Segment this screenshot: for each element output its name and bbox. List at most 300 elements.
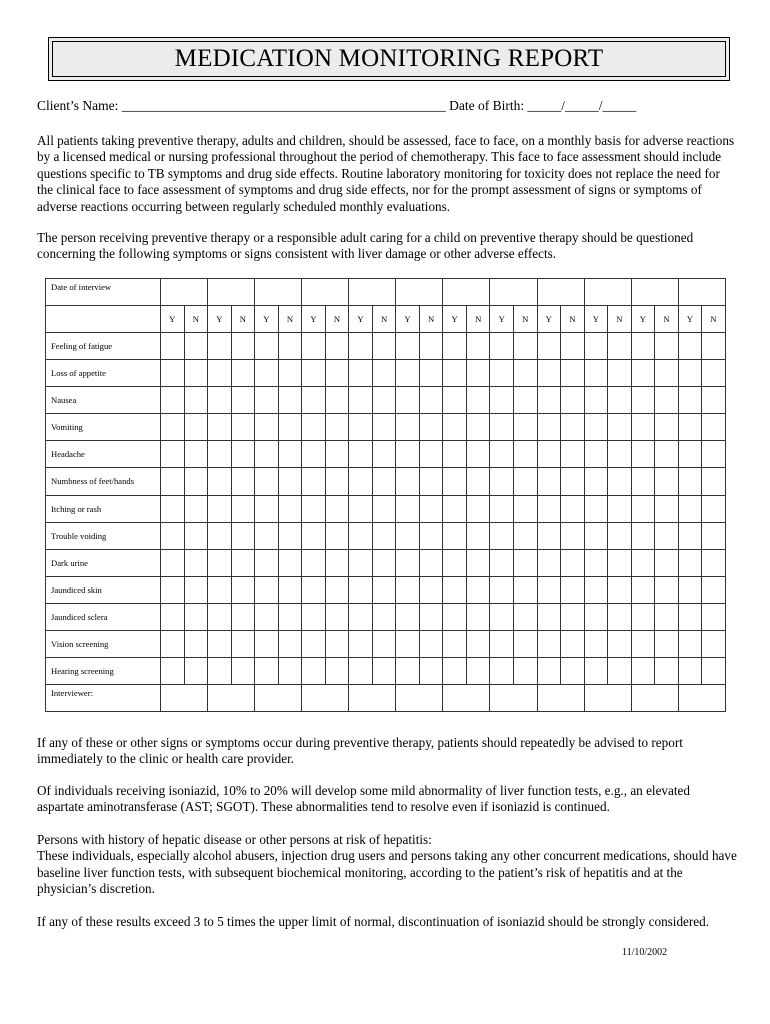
yes-checkbox-cell[interactable] — [443, 360, 467, 387]
yes-checkbox-cell[interactable] — [678, 387, 702, 414]
no-checkbox-cell[interactable] — [655, 549, 679, 576]
yes-checkbox-cell[interactable] — [208, 360, 232, 387]
yes-checkbox-cell[interactable] — [537, 603, 561, 630]
yes-checkbox-cell[interactable] — [631, 441, 655, 468]
yes-checkbox-cell[interactable] — [537, 495, 561, 522]
no-checkbox-cell[interactable] — [561, 576, 585, 603]
no-checkbox-cell[interactable] — [561, 603, 585, 630]
no-checkbox-cell[interactable] — [702, 441, 726, 468]
yes-checkbox-cell[interactable] — [537, 522, 561, 549]
no-checkbox-cell[interactable] — [655, 468, 679, 495]
no-checkbox-cell[interactable] — [372, 630, 396, 657]
no-checkbox-cell[interactable] — [325, 387, 349, 414]
yes-checkbox-cell[interactable] — [161, 630, 185, 657]
yes-checkbox-cell[interactable] — [349, 549, 373, 576]
no-checkbox-cell[interactable] — [608, 549, 632, 576]
yes-checkbox-cell[interactable] — [302, 630, 326, 657]
yes-checkbox-cell[interactable] — [443, 657, 467, 684]
no-checkbox-cell[interactable] — [561, 522, 585, 549]
yes-checkbox-cell[interactable] — [631, 414, 655, 441]
yes-checkbox-cell[interactable] — [537, 333, 561, 360]
no-checkbox-cell[interactable] — [561, 360, 585, 387]
no-checkbox-cell[interactable] — [513, 549, 537, 576]
no-checkbox-cell[interactable] — [278, 495, 302, 522]
yes-checkbox-cell[interactable] — [302, 333, 326, 360]
interview-date-cell[interactable] — [396, 279, 443, 306]
yes-checkbox-cell[interactable] — [208, 549, 232, 576]
no-checkbox-cell[interactable] — [278, 441, 302, 468]
no-checkbox-cell[interactable] — [608, 414, 632, 441]
interview-date-cell[interactable] — [443, 279, 490, 306]
yes-checkbox-cell[interactable] — [349, 387, 373, 414]
no-checkbox-cell[interactable] — [655, 495, 679, 522]
no-checkbox-cell[interactable] — [278, 603, 302, 630]
no-checkbox-cell[interactable] — [466, 522, 490, 549]
no-checkbox-cell[interactable] — [702, 576, 726, 603]
no-checkbox-cell[interactable] — [561, 630, 585, 657]
no-checkbox-cell[interactable] — [372, 333, 396, 360]
yes-checkbox-cell[interactable] — [443, 576, 467, 603]
yes-checkbox-cell[interactable] — [396, 657, 420, 684]
no-checkbox-cell[interactable] — [608, 603, 632, 630]
no-checkbox-cell[interactable] — [466, 414, 490, 441]
yes-checkbox-cell[interactable] — [631, 468, 655, 495]
no-checkbox-cell[interactable] — [372, 414, 396, 441]
no-checkbox-cell[interactable] — [513, 657, 537, 684]
yes-checkbox-cell[interactable] — [255, 333, 279, 360]
no-checkbox-cell[interactable] — [325, 333, 349, 360]
no-checkbox-cell[interactable] — [231, 333, 255, 360]
yes-checkbox-cell[interactable] — [349, 441, 373, 468]
yes-checkbox-cell[interactable] — [349, 603, 373, 630]
no-checkbox-cell[interactable] — [325, 414, 349, 441]
yes-checkbox-cell[interactable] — [490, 630, 514, 657]
no-checkbox-cell[interactable] — [231, 468, 255, 495]
yes-checkbox-cell[interactable] — [678, 576, 702, 603]
no-checkbox-cell[interactable] — [608, 657, 632, 684]
no-checkbox-cell[interactable] — [466, 657, 490, 684]
yes-checkbox-cell[interactable] — [537, 549, 561, 576]
yes-checkbox-cell[interactable] — [302, 576, 326, 603]
no-checkbox-cell[interactable] — [372, 495, 396, 522]
no-checkbox-cell[interactable] — [608, 630, 632, 657]
no-checkbox-cell[interactable] — [184, 495, 208, 522]
no-checkbox-cell[interactable] — [513, 522, 537, 549]
yes-checkbox-cell[interactable] — [302, 657, 326, 684]
yes-checkbox-cell[interactable] — [255, 657, 279, 684]
no-checkbox-cell[interactable] — [608, 360, 632, 387]
no-checkbox-cell[interactable] — [513, 603, 537, 630]
no-checkbox-cell[interactable] — [419, 414, 443, 441]
yes-checkbox-cell[interactable] — [161, 549, 185, 576]
yes-checkbox-cell[interactable] — [161, 495, 185, 522]
yes-checkbox-cell[interactable] — [443, 468, 467, 495]
no-checkbox-cell[interactable] — [184, 657, 208, 684]
yes-checkbox-cell[interactable] — [208, 333, 232, 360]
no-checkbox-cell[interactable] — [608, 576, 632, 603]
yes-checkbox-cell[interactable] — [255, 414, 279, 441]
no-checkbox-cell[interactable] — [419, 468, 443, 495]
no-checkbox-cell[interactable] — [419, 576, 443, 603]
interview-date-cell[interactable] — [678, 279, 725, 306]
yes-checkbox-cell[interactable] — [631, 549, 655, 576]
yes-checkbox-cell[interactable] — [537, 360, 561, 387]
interviewer-signature-cell[interactable] — [302, 684, 349, 711]
yes-checkbox-cell[interactable] — [584, 549, 608, 576]
no-checkbox-cell[interactable] — [231, 657, 255, 684]
no-checkbox-cell[interactable] — [561, 657, 585, 684]
yes-checkbox-cell[interactable] — [161, 333, 185, 360]
yes-checkbox-cell[interactable] — [255, 441, 279, 468]
no-checkbox-cell[interactable] — [184, 468, 208, 495]
no-checkbox-cell[interactable] — [655, 333, 679, 360]
interview-date-cell[interactable] — [537, 279, 584, 306]
no-checkbox-cell[interactable] — [702, 630, 726, 657]
yes-checkbox-cell[interactable] — [208, 441, 232, 468]
yes-checkbox-cell[interactable] — [255, 387, 279, 414]
yes-checkbox-cell[interactable] — [584, 657, 608, 684]
yes-checkbox-cell[interactable] — [584, 576, 608, 603]
yes-checkbox-cell[interactable] — [349, 360, 373, 387]
no-checkbox-cell[interactable] — [419, 495, 443, 522]
no-checkbox-cell[interactable] — [372, 360, 396, 387]
no-checkbox-cell[interactable] — [608, 387, 632, 414]
no-checkbox-cell[interactable] — [608, 522, 632, 549]
no-checkbox-cell[interactable] — [419, 657, 443, 684]
yes-checkbox-cell[interactable] — [161, 414, 185, 441]
no-checkbox-cell[interactable] — [655, 657, 679, 684]
no-checkbox-cell[interactable] — [513, 441, 537, 468]
yes-checkbox-cell[interactable] — [349, 657, 373, 684]
no-checkbox-cell[interactable] — [419, 603, 443, 630]
yes-checkbox-cell[interactable] — [631, 495, 655, 522]
no-checkbox-cell[interactable] — [325, 630, 349, 657]
no-checkbox-cell[interactable] — [655, 414, 679, 441]
yes-checkbox-cell[interactable] — [678, 603, 702, 630]
no-checkbox-cell[interactable] — [372, 387, 396, 414]
yes-checkbox-cell[interactable] — [631, 360, 655, 387]
yes-checkbox-cell[interactable] — [678, 441, 702, 468]
yes-checkbox-cell[interactable] — [490, 360, 514, 387]
no-checkbox-cell[interactable] — [702, 495, 726, 522]
no-checkbox-cell[interactable] — [325, 441, 349, 468]
no-checkbox-cell[interactable] — [466, 441, 490, 468]
yes-checkbox-cell[interactable] — [349, 414, 373, 441]
yes-checkbox-cell[interactable] — [302, 549, 326, 576]
yes-checkbox-cell[interactable] — [396, 441, 420, 468]
yes-checkbox-cell[interactable] — [208, 603, 232, 630]
no-checkbox-cell[interactable] — [372, 603, 396, 630]
no-checkbox-cell[interactable] — [184, 603, 208, 630]
no-checkbox-cell[interactable] — [466, 333, 490, 360]
yes-checkbox-cell[interactable] — [396, 333, 420, 360]
yes-checkbox-cell[interactable] — [584, 468, 608, 495]
yes-checkbox-cell[interactable] — [208, 576, 232, 603]
no-checkbox-cell[interactable] — [608, 468, 632, 495]
no-checkbox-cell[interactable] — [561, 333, 585, 360]
no-checkbox-cell[interactable] — [419, 522, 443, 549]
no-checkbox-cell[interactable] — [325, 549, 349, 576]
no-checkbox-cell[interactable] — [325, 495, 349, 522]
no-checkbox-cell[interactable] — [466, 360, 490, 387]
yes-checkbox-cell[interactable] — [678, 468, 702, 495]
yes-checkbox-cell[interactable] — [490, 522, 514, 549]
no-checkbox-cell[interactable] — [278, 387, 302, 414]
yes-checkbox-cell[interactable] — [255, 549, 279, 576]
no-checkbox-cell[interactable] — [278, 576, 302, 603]
interviewer-signature-cell[interactable] — [678, 684, 725, 711]
no-checkbox-cell[interactable] — [702, 522, 726, 549]
yes-checkbox-cell[interactable] — [631, 630, 655, 657]
yes-checkbox-cell[interactable] — [255, 576, 279, 603]
no-checkbox-cell[interactable] — [325, 360, 349, 387]
no-checkbox-cell[interactable] — [184, 441, 208, 468]
yes-checkbox-cell[interactable] — [208, 387, 232, 414]
interviewer-signature-cell[interactable] — [443, 684, 490, 711]
no-checkbox-cell[interactable] — [513, 576, 537, 603]
no-checkbox-cell[interactable] — [231, 414, 255, 441]
no-checkbox-cell[interactable] — [372, 576, 396, 603]
no-checkbox-cell[interactable] — [655, 576, 679, 603]
yes-checkbox-cell[interactable] — [302, 522, 326, 549]
yes-checkbox-cell[interactable] — [443, 522, 467, 549]
no-checkbox-cell[interactable] — [372, 468, 396, 495]
interview-date-cell[interactable] — [631, 279, 678, 306]
no-checkbox-cell[interactable] — [561, 387, 585, 414]
no-checkbox-cell[interactable] — [231, 522, 255, 549]
no-checkbox-cell[interactable] — [372, 441, 396, 468]
no-checkbox-cell[interactable] — [608, 441, 632, 468]
no-checkbox-cell[interactable] — [184, 360, 208, 387]
yes-checkbox-cell[interactable] — [443, 333, 467, 360]
no-checkbox-cell[interactable] — [466, 603, 490, 630]
yes-checkbox-cell[interactable] — [584, 387, 608, 414]
no-checkbox-cell[interactable] — [231, 549, 255, 576]
no-checkbox-cell[interactable] — [513, 414, 537, 441]
yes-checkbox-cell[interactable] — [584, 441, 608, 468]
no-checkbox-cell[interactable] — [561, 468, 585, 495]
yes-checkbox-cell[interactable] — [349, 522, 373, 549]
no-checkbox-cell[interactable] — [466, 495, 490, 522]
yes-checkbox-cell[interactable] — [537, 414, 561, 441]
yes-checkbox-cell[interactable] — [537, 657, 561, 684]
yes-checkbox-cell[interactable] — [396, 522, 420, 549]
interviewer-signature-cell[interactable] — [396, 684, 443, 711]
no-checkbox-cell[interactable] — [655, 360, 679, 387]
no-checkbox-cell[interactable] — [184, 333, 208, 360]
yes-checkbox-cell[interactable] — [490, 468, 514, 495]
yes-checkbox-cell[interactable] — [161, 360, 185, 387]
yes-checkbox-cell[interactable] — [161, 441, 185, 468]
no-checkbox-cell[interactable] — [278, 414, 302, 441]
yes-checkbox-cell[interactable] — [302, 468, 326, 495]
yes-checkbox-cell[interactable] — [396, 387, 420, 414]
yes-checkbox-cell[interactable] — [161, 522, 185, 549]
yes-checkbox-cell[interactable] — [443, 630, 467, 657]
yes-checkbox-cell[interactable] — [490, 495, 514, 522]
yes-checkbox-cell[interactable] — [396, 495, 420, 522]
yes-checkbox-cell[interactable] — [161, 387, 185, 414]
yes-checkbox-cell[interactable] — [678, 657, 702, 684]
no-checkbox-cell[interactable] — [231, 576, 255, 603]
yes-checkbox-cell[interactable] — [396, 630, 420, 657]
no-checkbox-cell[interactable] — [419, 549, 443, 576]
yes-checkbox-cell[interactable] — [584, 522, 608, 549]
no-checkbox-cell[interactable] — [278, 630, 302, 657]
no-checkbox-cell[interactable] — [702, 603, 726, 630]
no-checkbox-cell[interactable] — [561, 441, 585, 468]
no-checkbox-cell[interactable] — [278, 333, 302, 360]
yes-checkbox-cell[interactable] — [161, 657, 185, 684]
no-checkbox-cell[interactable] — [561, 549, 585, 576]
yes-checkbox-cell[interactable] — [678, 630, 702, 657]
yes-checkbox-cell[interactable] — [208, 657, 232, 684]
yes-checkbox-cell[interactable] — [443, 387, 467, 414]
no-checkbox-cell[interactable] — [184, 630, 208, 657]
yes-checkbox-cell[interactable] — [255, 360, 279, 387]
no-checkbox-cell[interactable] — [325, 657, 349, 684]
yes-checkbox-cell[interactable] — [208, 630, 232, 657]
yes-checkbox-cell[interactable] — [302, 360, 326, 387]
yes-checkbox-cell[interactable] — [161, 576, 185, 603]
yes-checkbox-cell[interactable] — [255, 522, 279, 549]
no-checkbox-cell[interactable] — [278, 468, 302, 495]
yes-checkbox-cell[interactable] — [255, 630, 279, 657]
interviewer-signature-cell[interactable] — [537, 684, 584, 711]
no-checkbox-cell[interactable] — [419, 441, 443, 468]
interview-date-cell[interactable] — [302, 279, 349, 306]
no-checkbox-cell[interactable] — [655, 630, 679, 657]
no-checkbox-cell[interactable] — [184, 414, 208, 441]
no-checkbox-cell[interactable] — [231, 387, 255, 414]
no-checkbox-cell[interactable] — [372, 549, 396, 576]
no-checkbox-cell[interactable] — [184, 549, 208, 576]
no-checkbox-cell[interactable] — [702, 657, 726, 684]
yes-checkbox-cell[interactable] — [537, 441, 561, 468]
yes-checkbox-cell[interactable] — [631, 387, 655, 414]
no-checkbox-cell[interactable] — [702, 360, 726, 387]
no-checkbox-cell[interactable] — [419, 360, 443, 387]
interviewer-signature-cell[interactable] — [490, 684, 537, 711]
yes-checkbox-cell[interactable] — [443, 549, 467, 576]
no-checkbox-cell[interactable] — [325, 576, 349, 603]
yes-checkbox-cell[interactable] — [302, 387, 326, 414]
no-checkbox-cell[interactable] — [702, 468, 726, 495]
no-checkbox-cell[interactable] — [655, 603, 679, 630]
no-checkbox-cell[interactable] — [466, 468, 490, 495]
no-checkbox-cell[interactable] — [231, 360, 255, 387]
no-checkbox-cell[interactable] — [231, 603, 255, 630]
no-checkbox-cell[interactable] — [372, 657, 396, 684]
yes-checkbox-cell[interactable] — [490, 576, 514, 603]
yes-checkbox-cell[interactable] — [678, 495, 702, 522]
interview-date-cell[interactable] — [208, 279, 255, 306]
interviewer-signature-cell[interactable] — [349, 684, 396, 711]
no-checkbox-cell[interactable] — [513, 468, 537, 495]
no-checkbox-cell[interactable] — [466, 576, 490, 603]
no-checkbox-cell[interactable] — [419, 387, 443, 414]
interview-date-cell[interactable] — [349, 279, 396, 306]
no-checkbox-cell[interactable] — [702, 333, 726, 360]
no-checkbox-cell[interactable] — [231, 630, 255, 657]
no-checkbox-cell[interactable] — [184, 522, 208, 549]
yes-checkbox-cell[interactable] — [678, 333, 702, 360]
no-checkbox-cell[interactable] — [466, 387, 490, 414]
no-checkbox-cell[interactable] — [184, 387, 208, 414]
yes-checkbox-cell[interactable] — [161, 603, 185, 630]
yes-checkbox-cell[interactable] — [678, 360, 702, 387]
yes-checkbox-cell[interactable] — [255, 495, 279, 522]
yes-checkbox-cell[interactable] — [349, 468, 373, 495]
yes-checkbox-cell[interactable] — [631, 603, 655, 630]
yes-checkbox-cell[interactable] — [302, 414, 326, 441]
yes-checkbox-cell[interactable] — [537, 630, 561, 657]
interviewer-signature-cell[interactable] — [584, 684, 631, 711]
yes-checkbox-cell[interactable] — [490, 414, 514, 441]
yes-checkbox-cell[interactable] — [537, 387, 561, 414]
yes-checkbox-cell[interactable] — [396, 603, 420, 630]
yes-checkbox-cell[interactable] — [490, 441, 514, 468]
no-checkbox-cell[interactable] — [513, 333, 537, 360]
yes-checkbox-cell[interactable] — [302, 603, 326, 630]
yes-checkbox-cell[interactable] — [631, 333, 655, 360]
no-checkbox-cell[interactable] — [466, 630, 490, 657]
no-checkbox-cell[interactable] — [513, 495, 537, 522]
yes-checkbox-cell[interactable] — [443, 603, 467, 630]
no-checkbox-cell[interactable] — [655, 387, 679, 414]
no-checkbox-cell[interactable] — [231, 441, 255, 468]
interviewer-signature-cell[interactable] — [255, 684, 302, 711]
no-checkbox-cell[interactable] — [278, 522, 302, 549]
yes-checkbox-cell[interactable] — [443, 441, 467, 468]
yes-checkbox-cell[interactable] — [443, 495, 467, 522]
yes-checkbox-cell[interactable] — [537, 576, 561, 603]
yes-checkbox-cell[interactable] — [490, 603, 514, 630]
no-checkbox-cell[interactable] — [702, 549, 726, 576]
no-checkbox-cell[interactable] — [325, 468, 349, 495]
yes-checkbox-cell[interactable] — [349, 630, 373, 657]
no-checkbox-cell[interactable] — [466, 549, 490, 576]
yes-checkbox-cell[interactable] — [255, 603, 279, 630]
yes-checkbox-cell[interactable] — [349, 495, 373, 522]
no-checkbox-cell[interactable] — [419, 630, 443, 657]
yes-checkbox-cell[interactable] — [490, 549, 514, 576]
no-checkbox-cell[interactable] — [702, 387, 726, 414]
yes-checkbox-cell[interactable] — [396, 576, 420, 603]
no-checkbox-cell[interactable] — [184, 576, 208, 603]
yes-checkbox-cell[interactable] — [584, 333, 608, 360]
yes-checkbox-cell[interactable] — [208, 495, 232, 522]
no-checkbox-cell[interactable] — [608, 495, 632, 522]
no-checkbox-cell[interactable] — [278, 360, 302, 387]
no-checkbox-cell[interactable] — [278, 657, 302, 684]
no-checkbox-cell[interactable] — [419, 333, 443, 360]
yes-checkbox-cell[interactable] — [396, 468, 420, 495]
yes-checkbox-cell[interactable] — [631, 576, 655, 603]
yes-checkbox-cell[interactable] — [490, 333, 514, 360]
yes-checkbox-cell[interactable] — [396, 549, 420, 576]
yes-checkbox-cell[interactable] — [255, 468, 279, 495]
yes-checkbox-cell[interactable] — [443, 414, 467, 441]
yes-checkbox-cell[interactable] — [302, 441, 326, 468]
yes-checkbox-cell[interactable] — [208, 522, 232, 549]
yes-checkbox-cell[interactable] — [678, 549, 702, 576]
interviewer-signature-cell[interactable] — [631, 684, 678, 711]
no-checkbox-cell[interactable] — [278, 549, 302, 576]
interview-date-cell[interactable] — [490, 279, 537, 306]
yes-checkbox-cell[interactable] — [396, 360, 420, 387]
yes-checkbox-cell[interactable] — [349, 333, 373, 360]
